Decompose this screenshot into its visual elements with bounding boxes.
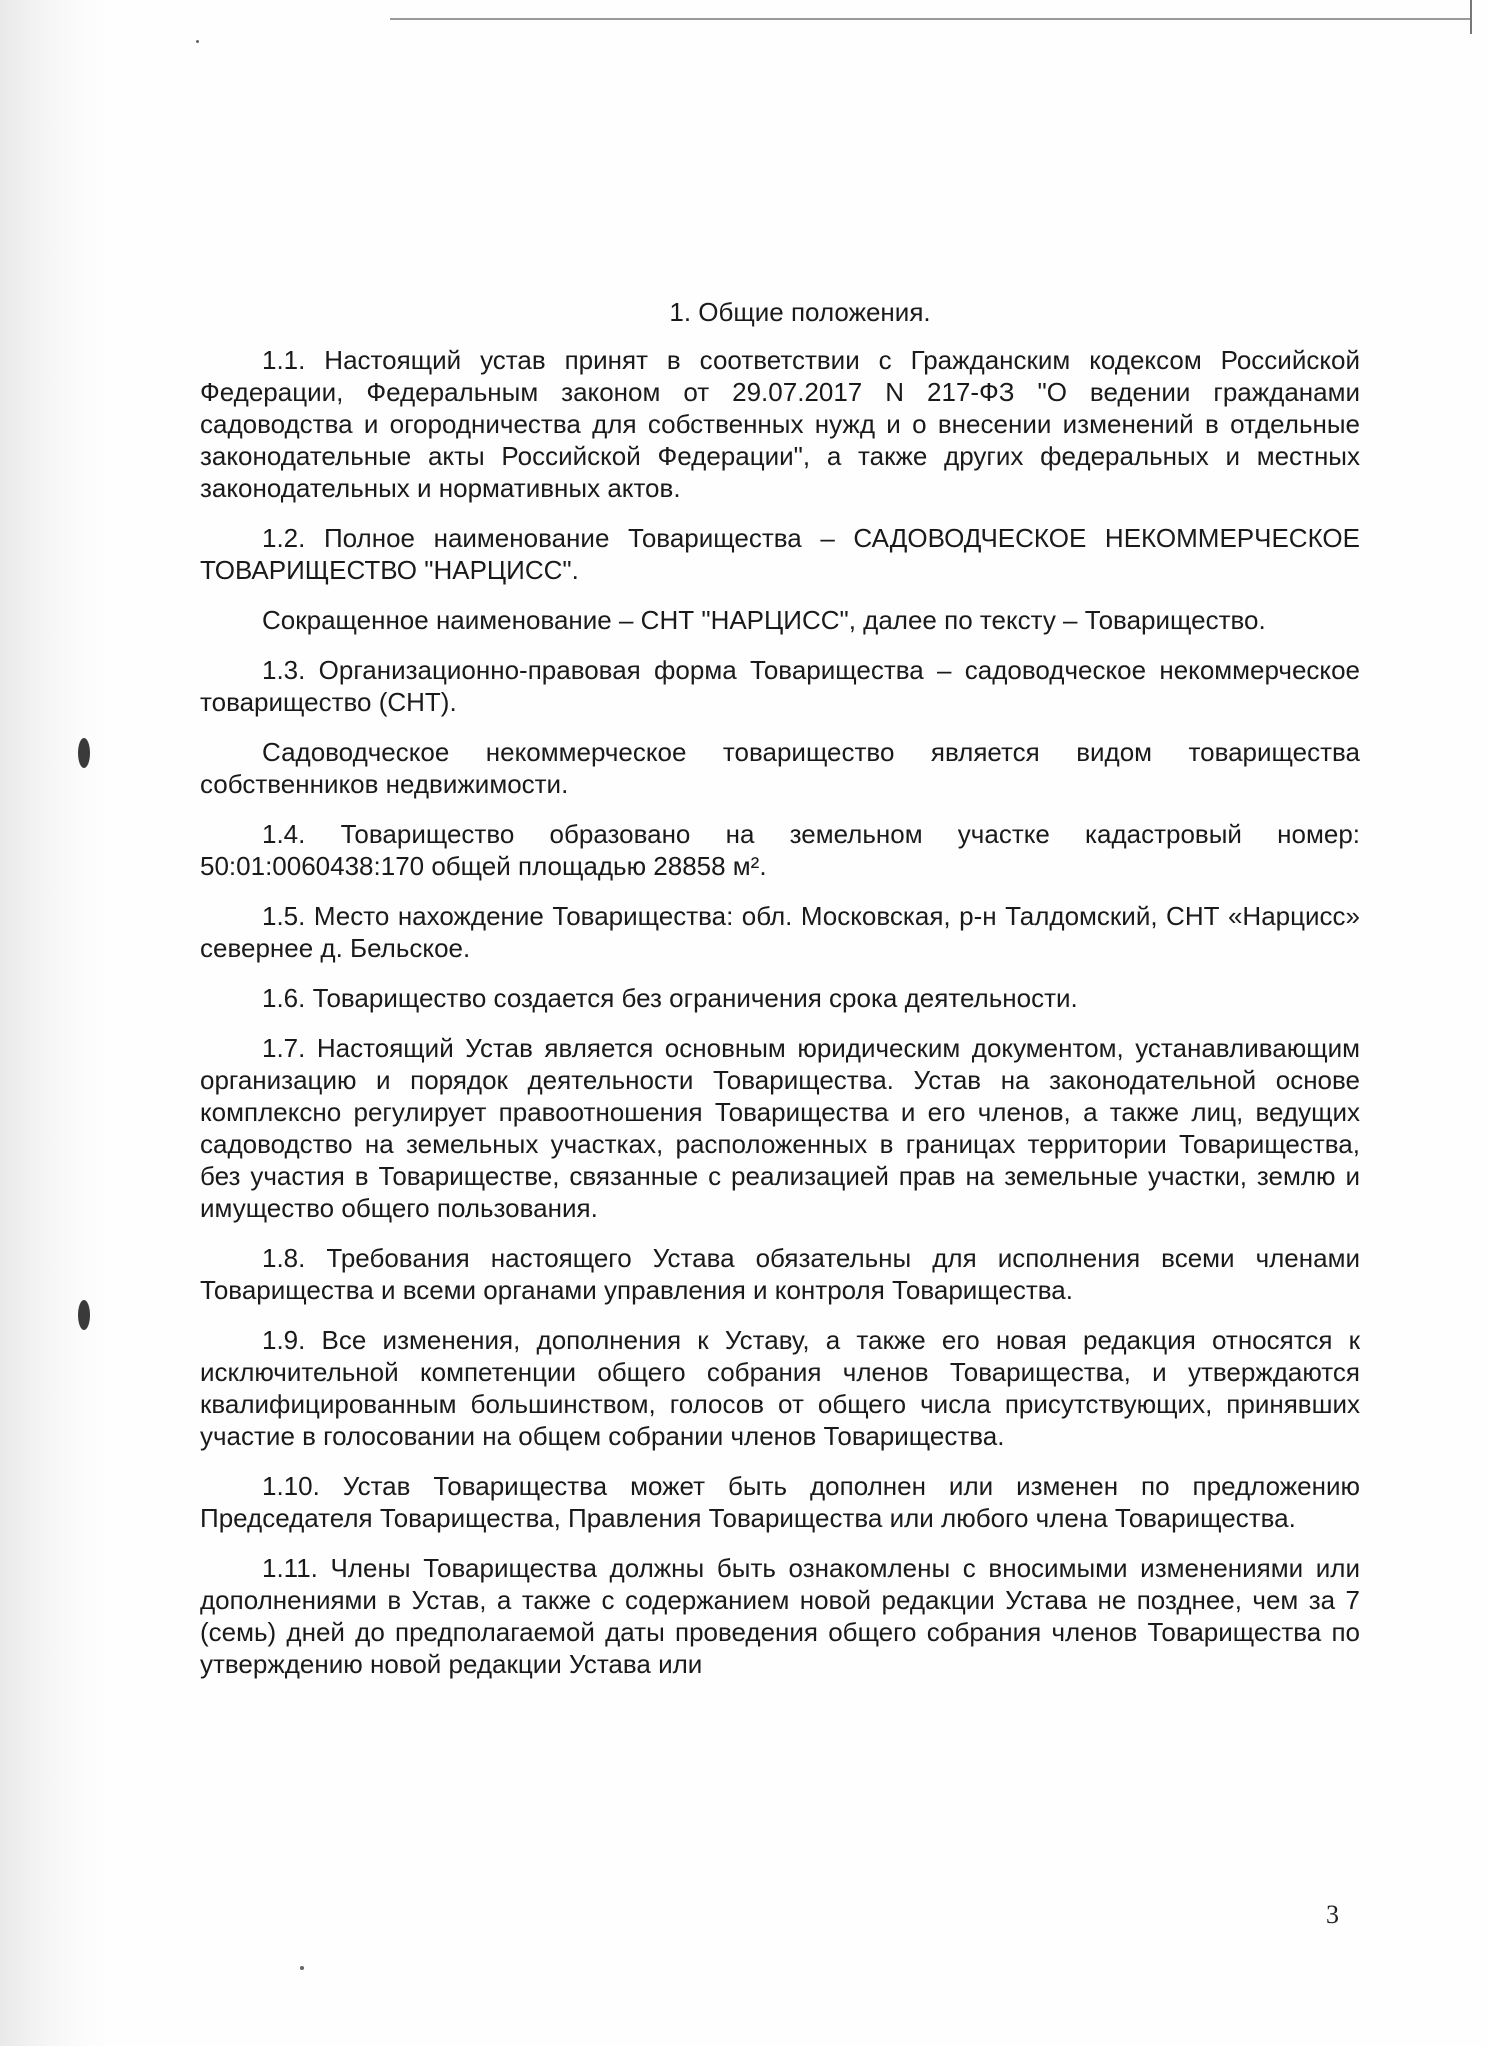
scan-speck xyxy=(300,1966,304,1970)
paragraph-1-11: 1.11. Члены Товарищества должны быть ознакомлены с вносимыми изменениями или дополнениями в Устав, а также с содержанием новой редакции Устава не позднее, чем за 7 (семь) дней до предполагаемой даты проведения общего собрания членов Товарищества по утверждению новой редакции Устава или xyxy=(200,1553,1360,1679)
paragraph-short-name: Сокращенное наименование – СНТ "НАРЦИСС", далее по тексту – Товарищество. xyxy=(262,605,1266,635)
paragraph-1-2: 1.2. Полное наименование Товарищества – САДОВОДЧЕСКОЕ НЕКОММЕРЧЕСКОЕ ТОВАРИЩЕСТВО "НАРЦИСС". xyxy=(200,523,1360,585)
paragraph-snt-type: Садоводческое некоммерческое товарищество является видом товарищества собственников недвижимости. xyxy=(200,737,1360,799)
paragraph-1-9: 1.9. Все изменения, дополнения к Уставу, а также его новая редакция относятся к исключительной компетенции общего собрания членов Товарищества, и утверждаются квалифицированным большинством, голосов от общего числа присутствующих, принявших участие в голосовании на общем собрании членов Товарищества. xyxy=(200,1325,1360,1451)
paragraph-1-8: 1.8. Требования настоящего Устава обязательны для исполнения всеми членами Товарищества и всеми органами управления и контроля Товарищества. xyxy=(200,1243,1360,1305)
page-number: 3 xyxy=(1326,1900,1339,1929)
paragraph-1-4: 1.4. Товарищество образовано на земельном участке кадастровый номер: 50:01:0060438:170 общей площадью 28858 м². xyxy=(200,819,1360,881)
paragraph-1-7: 1.7. Настоящий Устав является основным юридическим документом, устанавливающим организацию и порядок деятельности Товарищества. Устав на законодательной основе комплексно регулирует правоотношения Товарищества и его членов, а также лиц, ведущих садоводство на земельных участках, расположенных в границах территории Товарищества, без участия в Товариществе, связанные с реализацией прав на земельные участки, землю и имущество общего пользования. xyxy=(200,1033,1360,1223)
top-edge-line xyxy=(390,18,1470,20)
edge-mark xyxy=(1470,0,1472,34)
paragraph-1-1: 1.1. Настоящий устав принят в соответствии с Гражданским кодексом Российской Федерации, Федеральным законом от 29.07.2017 N 217-ФЗ "О ведении гражданами садоводства и огородничества для собственных нужд и о внесении изменений в отдельные законодательные акты Российской Федерации", а также других федеральных и местных законодательных и нормативных актов. xyxy=(200,345,1360,503)
punch-hole xyxy=(78,738,90,768)
paragraph-1-10: 1.10. Устав Товарищества может быть дополнен или изменен по предложению Председателя Товарищества, Правления Товарищества или любого члена Товарищества. xyxy=(200,1471,1360,1533)
binding-shadow xyxy=(0,0,110,2046)
paragraph-1-6: 1.6. Товарищество создается без ограничения срока деятельности. xyxy=(262,983,1078,1013)
punch-hole xyxy=(78,1300,90,1330)
paragraph-1-5: 1.5. Место нахождение Товарищества: обл. Московская, р-н Талдомский, СНТ «Нарцисс» севернее д. Бельское. xyxy=(200,901,1360,963)
document-body xyxy=(200,296,1360,1698)
scan-speck xyxy=(196,40,199,43)
paragraph-1-3: 1.3. Организационно-правовая форма Товарищества – садоводческое некоммерческое товарищество (СНТ). xyxy=(200,655,1360,717)
section-heading: 1. Общие положения. xyxy=(669,297,931,327)
